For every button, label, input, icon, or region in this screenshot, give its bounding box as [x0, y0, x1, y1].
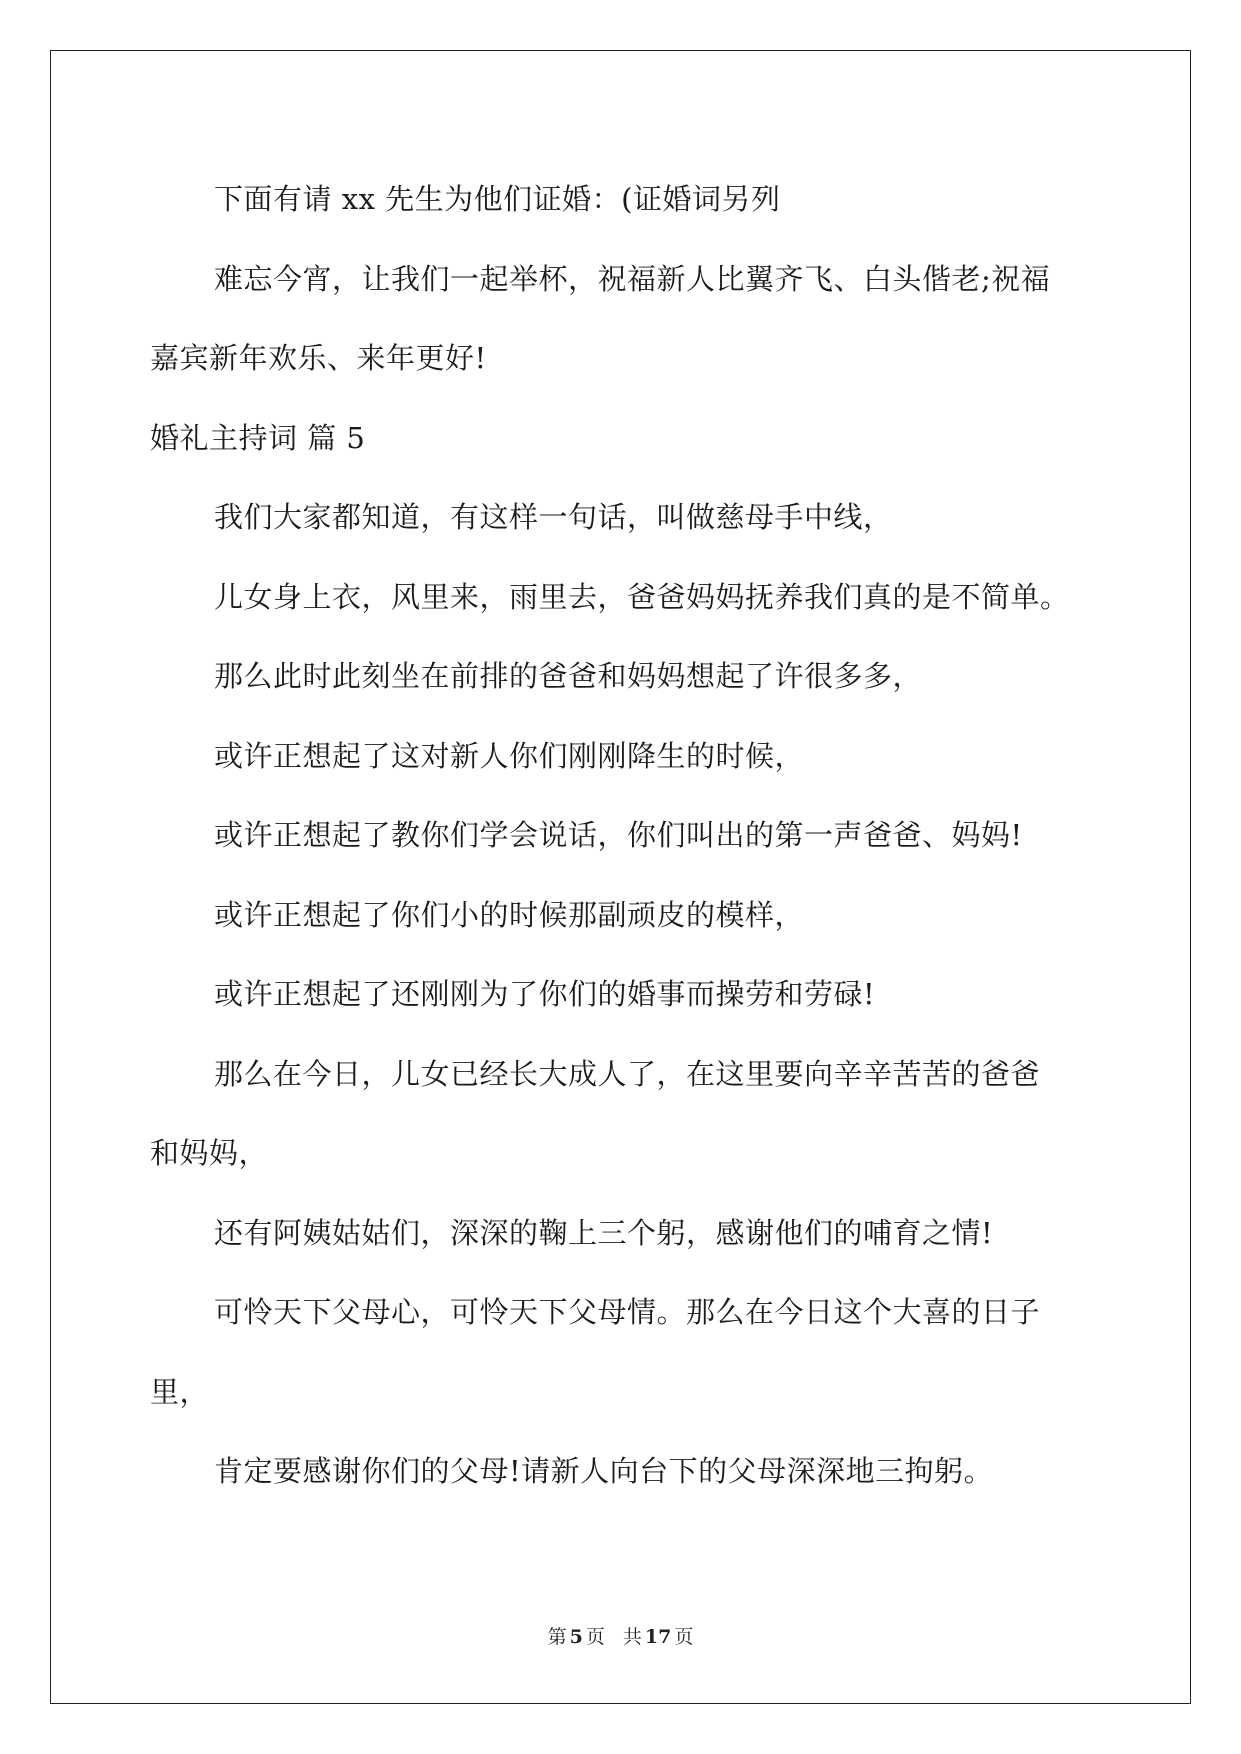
page-suffix: 页	[585, 1626, 605, 1648]
page-footer	[0, 1622, 1241, 1649]
paragraph: 或许正想起了你们小的时候那副顽皮的模样，	[214, 897, 805, 932]
paragraph: 或许正想起了这对新人你们刚刚降生的时候，	[214, 738, 805, 773]
section-heading: 婚礼主持词 篇 5	[150, 420, 366, 455]
paragraph: 我们大家都知道，有这样一句话，叫做慈母手中线，	[214, 500, 893, 534]
paragraph: 或许正想起了教你们学会说话，你们叫出的第一声爸爸、妈妈!	[214, 818, 1023, 852]
paragraph: 难忘今宵，让我们一起举杯，祝福新人比翼齐飞、白头偕老;祝福	[214, 261, 1051, 296]
paragraph: 可怜天下父母心，可怜天下父母情。那么在今日这个大喜的日子	[214, 1295, 1041, 1329]
paragraph: 那么此时此刻坐在前排的爸爸和妈妈想起了许很多多，	[214, 659, 923, 693]
total-prefix: 共	[622, 1626, 642, 1648]
paragraph: 还有阿姨姑姑们，深深的鞠上三个躬，感谢他们的哺育之情!	[214, 1215, 994, 1250]
paragraph: 里，	[150, 1374, 210, 1409]
page-prefix: 第	[547, 1626, 567, 1648]
paragraph: 儿女身上衣，风里来，雨里去，爸爸妈妈抚养我们真的是不简单。	[214, 579, 1070, 614]
paragraph: 肯定要感谢你们的父母!请新人向台下的父母深深地三拘躬。	[214, 1454, 994, 1488]
page-number: 5	[569, 1626, 583, 1648]
paragraph: 那么在今日，儿女已经长大成人了，在这里要向辛辛苦苦的爸爸	[214, 1056, 1041, 1091]
document-body	[150, 160, 1100, 1512]
paragraph: 下面有请 xx 先生为他们证婚：(证婚词另列	[214, 182, 781, 216]
total-suffix: 页	[674, 1626, 694, 1648]
paragraph: 和妈妈，	[150, 1136, 269, 1170]
paragraph: 或许正想起了还刚刚为了你们的婚事而操劳和劳碌!	[214, 977, 876, 1011]
paragraph: 嘉宾新年欢乐、来年更好!	[150, 341, 487, 375]
total-pages: 17	[644, 1626, 672, 1648]
